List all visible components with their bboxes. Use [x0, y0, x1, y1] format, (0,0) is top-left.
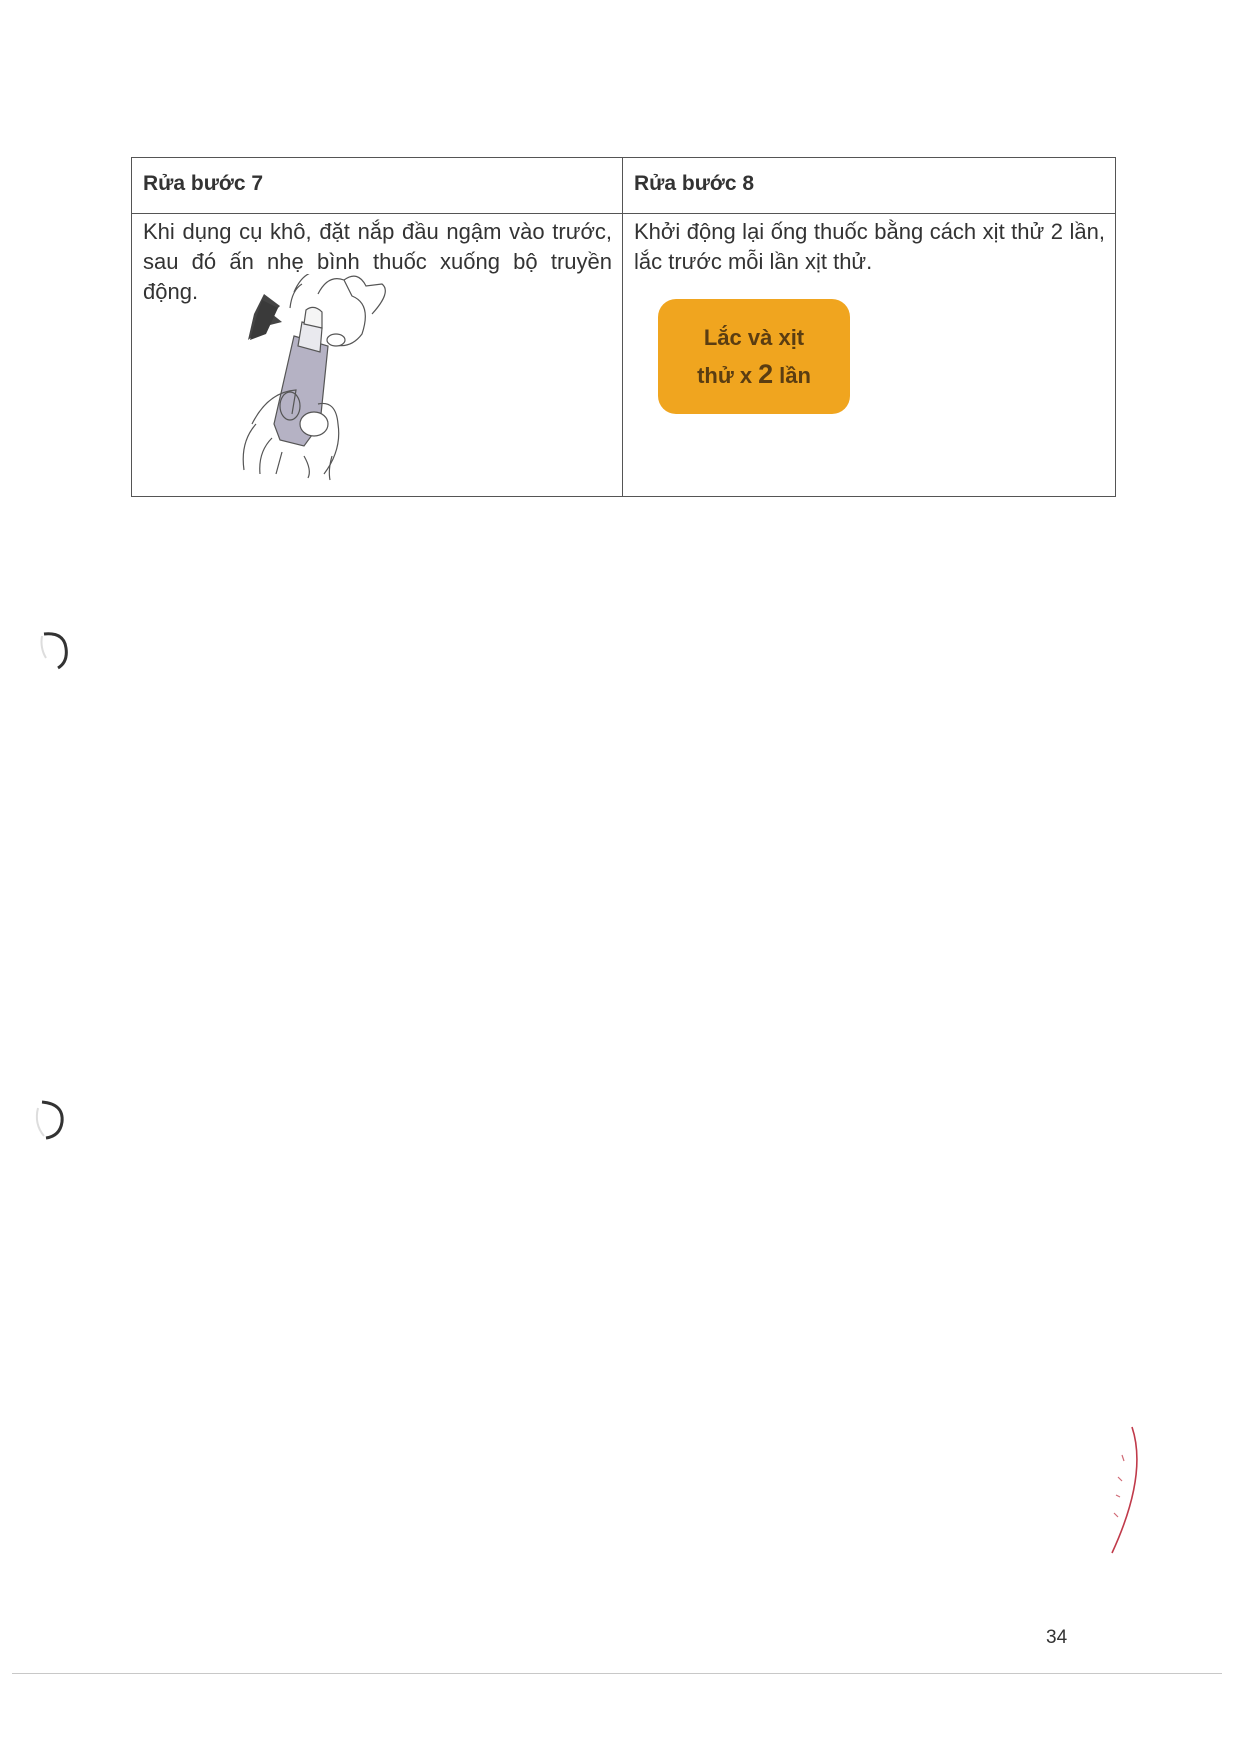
- step-7-heading: Rửa bước 7: [143, 172, 264, 195]
- step-8-heading: Rửa bước 8: [634, 172, 755, 195]
- step-7-text: Khi dụng cụ khô, đặt nắp đầu ngậm vào trước, sau đó ấn nhẹ bình thuốc xuống bộ truyền động.: [143, 219, 612, 304]
- inhaler-insert-canister-illustration: [232, 274, 452, 499]
- punch-hole-icon: [30, 1098, 74, 1142]
- badge-line-2: [697, 356, 811, 394]
- step-8-text: Khởi động lại ống thuốc bằng cách xịt thử 2 lần, lắc trước mỗi lần xịt thử.: [634, 219, 1105, 274]
- badge-line-2-number: 2: [758, 358, 774, 389]
- step-7-body-cell: [132, 214, 623, 497]
- step-7-header-cell: [132, 158, 623, 214]
- footer-divider: [12, 1673, 1222, 1674]
- badge-line-2-suffix: lần: [779, 362, 811, 388]
- shake-and-spray-badge: [658, 299, 850, 414]
- badge-line-2-x: x: [739, 362, 753, 388]
- red-stamp-fragment: [1108, 1425, 1153, 1555]
- badge-line-2-prefix: thử: [697, 362, 734, 388]
- page-number: 34: [1046, 1627, 1068, 1648]
- cleaning-steps-table: [131, 157, 1116, 497]
- punch-hole-icon: [34, 628, 78, 672]
- step-8-header-cell: [623, 158, 1116, 214]
- step-8-body-cell: [623, 214, 1116, 497]
- badge-line-1: Lắc và xịt: [703, 324, 805, 350]
